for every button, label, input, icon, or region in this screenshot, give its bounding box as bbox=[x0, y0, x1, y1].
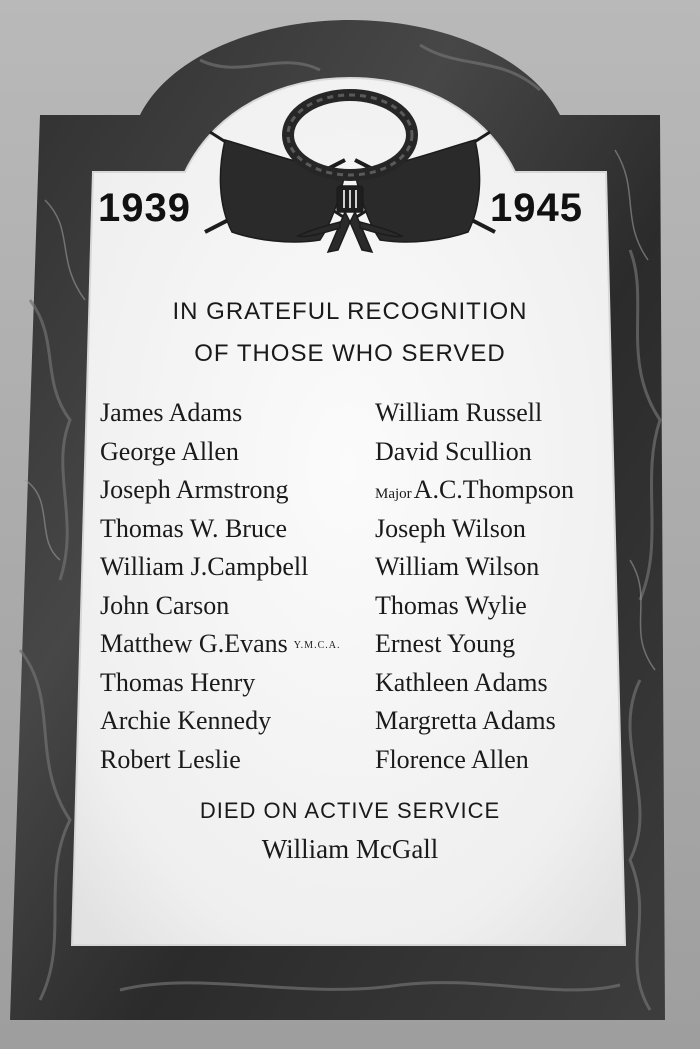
year-start: 1939 bbox=[98, 186, 191, 230]
name-entry: Kathleen Adams bbox=[375, 667, 548, 697]
name-entry: James Adams bbox=[100, 398, 243, 427]
rank-prefix: Major bbox=[375, 486, 412, 502]
name-entry: Margretta Adams bbox=[375, 706, 556, 735]
name-entry: Ernest Young bbox=[375, 629, 516, 658]
name-entry: John Carson bbox=[100, 590, 230, 620]
names-right-column bbox=[375, 394, 574, 779]
name-entry: Archie Kennedy bbox=[100, 706, 272, 735]
organisation-suffix: Y.M.C.A. bbox=[293, 639, 341, 651]
name-entry: Matthew G.Evans Y.M.C.A. bbox=[100, 629, 341, 658]
names-left-column bbox=[100, 394, 340, 779]
name-entry: William Russell bbox=[375, 398, 543, 427]
name-entry: George Allen bbox=[100, 436, 239, 466]
name-entry: William J.Campbell bbox=[100, 552, 309, 581]
name-entry: Joseph Armstrong bbox=[100, 475, 289, 504]
plaque-heading-line-1: IN GRATEFUL RECOGNITION bbox=[172, 298, 528, 325]
plaque-heading-line-2: OF THOSE WHO SERVED bbox=[194, 340, 506, 367]
name-entry: Robert Leslie bbox=[100, 744, 241, 774]
name-entry: Thomas W. Bruce bbox=[100, 513, 288, 543]
name-entry: William Wilson bbox=[375, 552, 540, 581]
name-entry: Thomas Wylie bbox=[375, 590, 527, 620]
name-entry: David Scullion bbox=[375, 436, 532, 466]
died-on-active-service-heading: DIED ON ACTIVE SERVICE bbox=[199, 798, 501, 823]
year-end: 1945 bbox=[490, 186, 583, 230]
name-entry: MajorA.C.Thompson bbox=[375, 475, 575, 504]
name-entry: Florence Allen bbox=[375, 744, 529, 774]
name-entry: Thomas Henry bbox=[100, 667, 256, 697]
name-entry: Joseph Wilson bbox=[375, 513, 526, 543]
died-on-active-service-name: William McGall bbox=[261, 834, 439, 864]
